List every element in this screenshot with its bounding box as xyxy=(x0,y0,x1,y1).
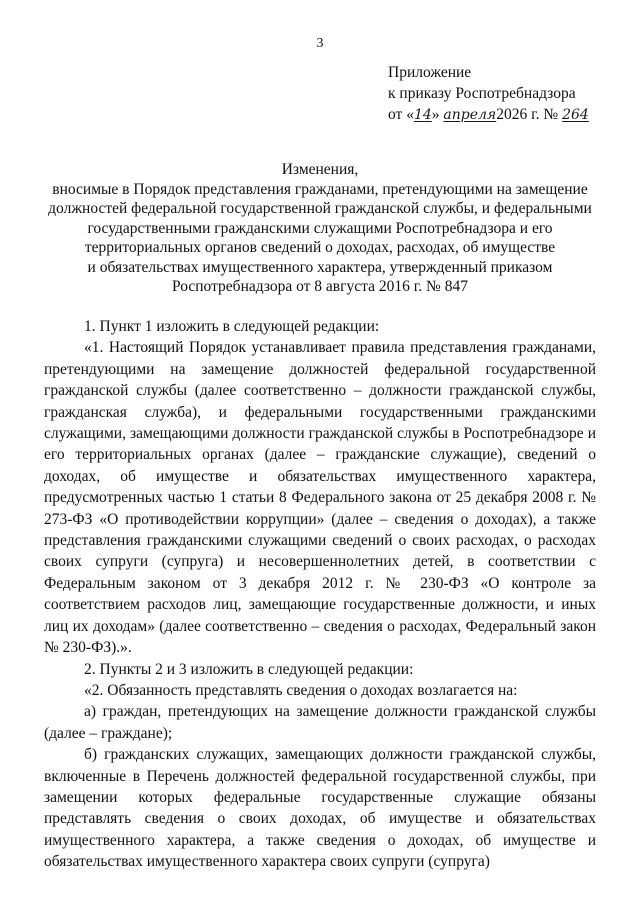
title-line: и обязательствах имущественного характера, утвержденный приказом xyxy=(87,258,553,276)
handwritten-month: апреля xyxy=(443,107,497,123)
title-line: государственными гражданскими служащими Роспотребнадзора и его xyxy=(87,219,553,237)
date-year: 2026 г. № xyxy=(496,106,559,123)
handwritten-day: 14 xyxy=(413,107,432,123)
paragraph: 2. Пункты 2 и 3 изложить в следующей редакции: xyxy=(84,660,414,678)
date-mid: » xyxy=(431,106,440,123)
appendix-order-ref: к приказу Роспотребнадзора xyxy=(388,85,576,102)
paragraph: а) граждан, претендующих на замещение должности гражданской службы (далее – граждане); xyxy=(44,703,596,742)
title-line: Роспотребнадзора от 8 августа 2016 г. № 847 xyxy=(172,278,468,295)
title-line: территориальных органов сведений о доходах, расходах, об имуществе xyxy=(84,239,556,256)
appendix-block xyxy=(388,62,589,126)
title-line: должностей федеральной государственной гражданской службы, и федеральными xyxy=(48,200,592,217)
date-prefix: от « xyxy=(388,106,414,123)
appendix-label: Приложение xyxy=(388,64,472,81)
document-title xyxy=(40,160,600,297)
title-line: вносимые в Порядок представления гражданами, претендующими на замещение xyxy=(52,180,588,198)
paragraph: 1. Пункт 1 изложить в следующей редакции: xyxy=(84,318,380,335)
handwritten-doc-number: 264 xyxy=(562,107,589,123)
document-body xyxy=(44,316,596,873)
paragraph: «1. Настоящий Порядок устанавливает правила представления гражданами, претендующими на замещение должностей федеральной государственной гражданской службы (далее соответственно – должности гражданской службы, гражданская служба), и федеральными государственными гражданскими служащими, замещающими должности гражданской службы в Роспотребнадзоре и его территориальных органах (далее – гражданские служащие), сведений о доходах, об имуществе и обязательствах имущественного характера, предусмотренных частью 1 статьи 8 Федерального закона от 25 декабря 2008 г. № 273-ФЗ «О противодействии коррупции» (далее – сведения о доходах), а также представления гражданскими служащими сведений о своих расходах, о расходах своих супруги (супруга) и несовершеннолетних детей, в соответствии с Федеральным законом от 3 декабря 2012 г. № 230-ФЗ «О контроле за соответствием расходов лиц, замещающие государственные должности, и иных лиц их доходам» (далее соответственно – сведения о расходах, Федеральный закон № 230-ФЗ).». xyxy=(44,339,596,657)
paragraph: б) гражданских служащих, замещающих должности гражданской службы, включенные в Перечень должностей федеральной государственной службы, при замещении которых федеральные государственные служащие обязаны представлять сведения о своих доходах, об имуществе и обязательствах имущественного характера, а также сведения о доходах, об имуществе и обязательствах имущественного характера своих супруги (супруга) xyxy=(44,746,596,871)
appendix-date-line xyxy=(388,104,589,126)
page-number: 3 xyxy=(316,36,324,51)
title-heading: Изменения, xyxy=(281,161,359,178)
paragraph: «2. Обязанность представлять сведения о доходах возлагается на: xyxy=(84,681,518,699)
